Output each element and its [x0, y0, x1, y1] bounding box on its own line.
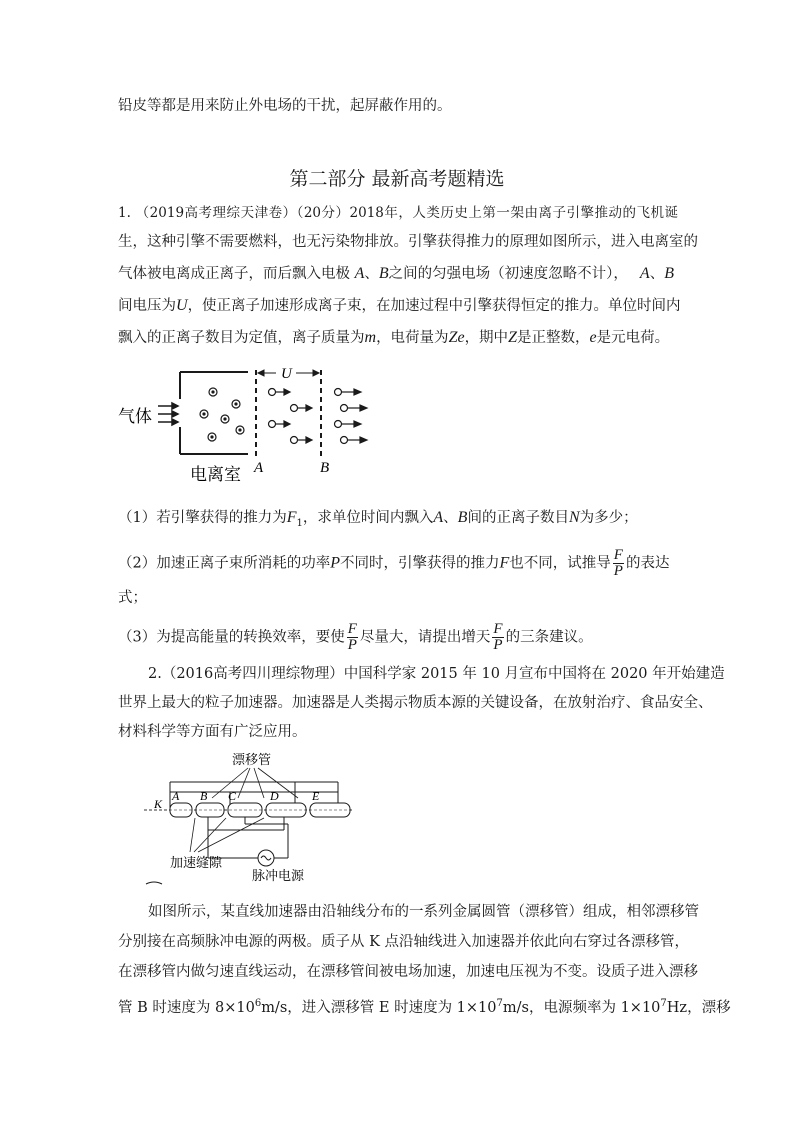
tube-c-label: C: [228, 789, 237, 803]
linear-accelerator-figure: [140, 748, 360, 890]
gap-label: 加速缝隙: [170, 855, 223, 870]
drift-tube-label: 漂移管: [232, 752, 272, 767]
fraction-f-over-p: $\frac{F}{P}$: [347, 621, 357, 653]
q1-line-4: 间电压为U，使正离子加速形成离子束，在加速过程中引擎获得恒定的推力。单位时间内: [118, 297, 681, 314]
q1-sub-3: （3）为提高能量的转换效率，要使 $\frac{F}{P}$ 尽量大，请提出增天 $\frac{F}{P}$ 的三条建议。: [118, 621, 593, 653]
tube-a-label: A: [172, 789, 180, 803]
electrode-b-label: B: [320, 460, 330, 476]
gas-label: 气体: [118, 407, 152, 426]
q1-sub-1: （1）若引擎获得的推力为$F_1$，求单位时间内飘入A、B间的正离子数目N为多少；: [118, 509, 638, 529]
electrode-a-label: A: [254, 460, 264, 476]
q2-para-3: 在漂移管内做匀速直线运动，在漂移管间被电场加速，加速电压视为不变。设质子进入漂移: [118, 964, 698, 980]
intro-line: 铅皮等都是用来防止外电场的干扰，起屏蔽作用的。: [118, 98, 452, 114]
q1-line-2: 生，这种引擎不需要燃料，也无污染物排放。引擎获得推力的原理如图所示，进入电离室的: [118, 234, 698, 250]
u-label: U: [281, 366, 292, 382]
q1-line-3: 气体被电离成正离子，而后飘入电极 A、B之间的匀强电场（初速度忽略不计）， A、B: [118, 265, 674, 282]
power-source-label: 脉冲电源: [252, 868, 305, 883]
point-k-label: K: [154, 797, 163, 811]
fraction-f-over-p: $\frac{F}{P}$: [613, 547, 623, 579]
q2-line-2: 世界上最大的粒子加速器。加速器是人类揭示物质本源的关键设备，在放射治疗、食品安全、: [118, 695, 713, 711]
q2-para-4: 管 B 时速度为 $8\times 10^6m/s$，进入漂移管 E 时速度为 $1\times 10^7m/s$，电源频率为 $1\times 10^7Hz$，漂移: [118, 998, 731, 1016]
q1-line-5: 飘入的正离子数目为定值，离子质量为m，电荷量为Ze，期中Z是正整数，e是元电荷。: [118, 329, 670, 346]
tube-d-label: D: [270, 789, 279, 803]
q1-sub-2: （2）加速正离子束所消耗的功率P不同时，引擎获得的推力F也不同，试推导 $\frac{F}{P}$ 的表达: [118, 547, 670, 579]
tube-e-label: E: [312, 789, 320, 803]
q1-line-1: 1. （2019高考理综天津卷）（20分）2018年，人类历史上第一架由离子引擎推动的飞机诞: [118, 205, 678, 221]
tube-b-label: B: [200, 789, 208, 803]
fraction-f-over-p: $\frac{F}{P}$: [493, 621, 503, 653]
q2-line-3: 材料科学等方面有广泛应用。: [118, 724, 307, 740]
q2-para-2: 分别接在高频脉冲电源的两极。质子从 K 点沿轴线进入加速器并依此向右穿过各漂移管，: [118, 934, 690, 950]
q2-para-1: 如图所示，某直线加速器由沿轴线分布的一系列金属圆管（漂移管）组成，相邻漂移管: [148, 904, 699, 920]
q1-sub-2-cont: 式；: [118, 590, 147, 606]
q2-line-1: 2.（2016高考四川理综物理）中国科学家 2015 年 10 月宣布中国将在 2020 年开始建造: [148, 666, 725, 682]
chamber-label: 电离室: [190, 465, 241, 484]
ion-engine-figure: [118, 362, 398, 487]
section-title: 第二部分 最新高考题精选: [289, 168, 505, 190]
